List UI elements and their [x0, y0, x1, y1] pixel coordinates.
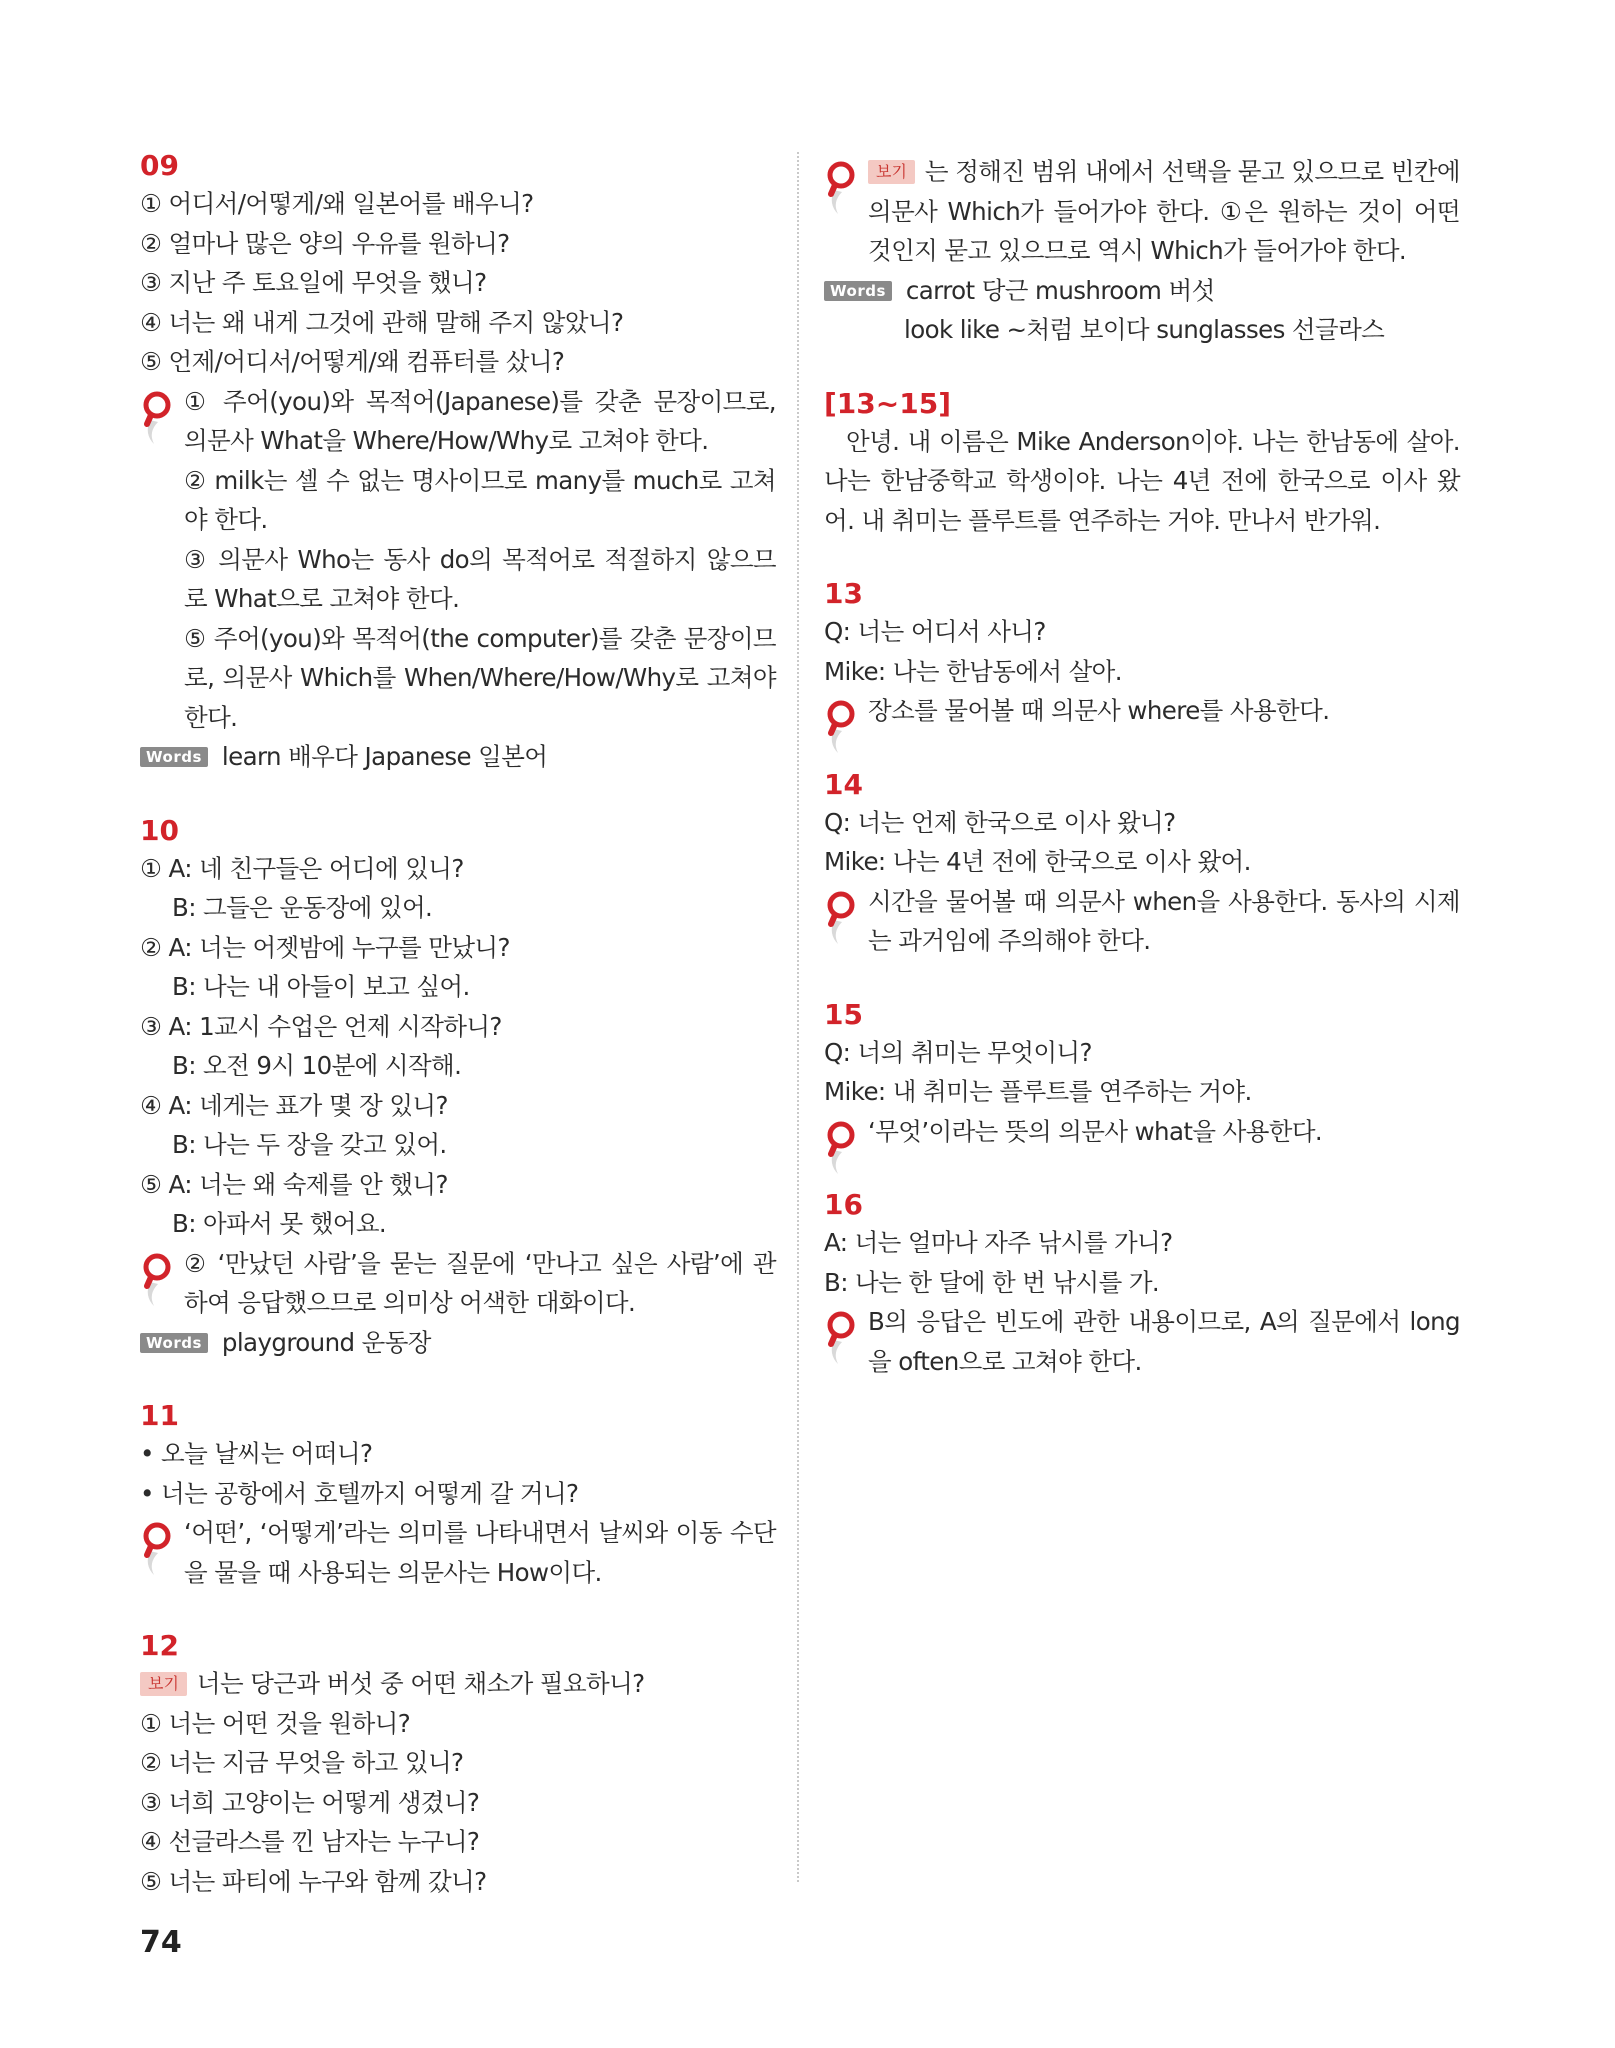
bogi-badge: 보기 [868, 160, 915, 184]
explanation-note [824, 691, 1460, 731]
answer-choice: ③ 너희 고양이는 어떻게 생겼니? [140, 1787, 480, 1817]
explanation-text: 시간을 물어볼 때 의문사 when을 사용한다. 동사의 시제는 과거임에 주의해야 한다. [868, 886, 1460, 955]
left-column [140, 148, 776, 1901]
bogi-line [140, 1664, 776, 1704]
explanation-text: 는 정해진 범위 내에서 선택을 묻고 있으므로 빈칸에 의문사 Which가 들어가야 한다. ①은 원하는 것이 어떤 것인지 묻고 있으므로 역시 Which가 들어가야 한다. [868, 157, 1460, 265]
passage-text: 안녕. 내 이름은 Mike Anderson이야. 나는 한남동에 살아. 나는 한남중학교 학생이야. 나는 4년 전에 한국으로 이사 왔어. 내 취미는 플루트를 연주하는 거야. 만나서 반가워. [824, 426, 1460, 535]
words-text: carrot 당근 mushroom 버섯 [905, 275, 1215, 305]
dialog-line: B: 오전 9시 10분에 시작해. [172, 1051, 462, 1080]
explanation-text: 장소를 물어볼 때 의문사 where를 사용한다. [868, 696, 1330, 725]
answer-choice: ③ 지난 주 토요일에 무엇을 했니? [140, 268, 487, 297]
explanation-note [140, 382, 776, 738]
dialog-line: B: 그들은 운동장에 있어. [172, 893, 433, 922]
explanation-note [140, 1513, 776, 1592]
explanation-note [824, 882, 1460, 961]
magnifier-icon [140, 1521, 174, 1577]
words-text: playground 운동장 [221, 1327, 431, 1357]
dialog-line: Mike: 나는 한남동에서 살아. [824, 656, 1122, 686]
answer-choice: ⑤ 너는 파티에 누구와 함께 갔니? [140, 1866, 487, 1896]
explanation-note [824, 152, 1460, 271]
explanation-note [140, 1244, 776, 1323]
question-number: 13 [824, 577, 863, 610]
words-tag: Words [140, 1333, 208, 1353]
dialog-line: ⑤ A: 너는 왜 숙제를 안 했니? [140, 1169, 448, 1199]
dialog-line: ④ A: 네게는 표가 몇 장 있니? [140, 1090, 448, 1120]
magnifier-icon [824, 1310, 858, 1366]
magnifier-icon [824, 1120, 858, 1176]
explanation-note [824, 1112, 1460, 1152]
explanation-text: ② ‘만났던 사람’을 묻는 질문에 ‘만나고 싶은 사람’에 관하여 응답했으므로 의미상 어색한 대화이다. [184, 1248, 776, 1317]
words-text: learn 배우다 Japanese 일본어 [221, 742, 548, 771]
answer-choice: ② 얼마나 많은 양의 우유를 원하니? [140, 228, 510, 258]
explanation-note [824, 1302, 1460, 1381]
dialog-line: B: 나는 내 아들이 보고 싶어. [172, 972, 470, 1001]
magnifier-icon [824, 699, 858, 755]
magnifier-icon [824, 160, 858, 216]
dialog-line: Q: 너는 언제 한국으로 이사 왔니? [824, 807, 1176, 837]
right-column [824, 152, 1460, 1381]
explanation-text: ⑤ 주어(you)와 목적어(the computer)를 갖춘 문장이므로, 의문사 Which를 When/Where/How/Why로 고쳐야 한다. [184, 623, 776, 732]
question-number: 14 [824, 767, 863, 801]
dialog-line: ① A: 네 친구들은 어디에 있니? [140, 853, 464, 883]
words-tag: Words [824, 281, 892, 301]
explanation-text: ① 주어(you)와 목적어(Japanese)를 갖춘 문장이므로, 의문사 What을 Where/How/Why로 고쳐야 한다. [184, 386, 776, 455]
question-number: 16 [824, 1188, 863, 1221]
passage-range: [13~15] [824, 386, 951, 420]
answer-choice: ⑤ 언제/어디서/어떻게/왜 컴퓨터를 샀니? [140, 347, 565, 376]
dialog-line: ③ A: 1교시 수업은 언제 시작하니? [140, 1011, 502, 1041]
question-number: 10 [140, 813, 179, 847]
dialog-line: Q: 너는 어디서 사니? [824, 617, 1046, 646]
question-number: 15 [824, 997, 863, 1031]
words-row [140, 737, 776, 777]
dialog-line: B: 아파서 못 했어요. [172, 1209, 387, 1238]
explanation-text: ③ 의문사 Who는 동사 do의 목적어로 적절하지 않으므로 What으로 고쳐야 한다. [184, 544, 776, 613]
answer-choice: ① 너는 어떤 것을 원하니? [140, 1708, 411, 1738]
dialog-line: ② A: 너는 어젯밤에 누구를 만났니? [140, 932, 510, 962]
answer-choice: ② 너는 지금 무엇을 하고 있니? [140, 1748, 464, 1777]
question-number: 11 [140, 1399, 179, 1432]
bogi-text: 너는 당근과 버섯 중 어떤 채소가 필요하니? [196, 1669, 645, 1698]
magnifier-icon [824, 890, 858, 946]
magnifier-icon [140, 1252, 174, 1308]
explanation-text: ‘어떤’, ‘어떻게’라는 의미를 나타내면서 날씨와 이동 수단을 물을 때 사용되는 의문사는 How이다. [184, 1518, 776, 1587]
words-row: look like ~처럼 보이다 sunglasses 선글라스 [904, 315, 1385, 344]
dialog-line: Q: 너의 취미는 무엇이니? [824, 1037, 1092, 1067]
dialog-line: Mike: 내 취미는 플루트를 연주하는 거야. [824, 1077, 1252, 1106]
dialog-line: B: 나는 두 장을 갖고 있어. [172, 1130, 447, 1159]
magnifier-icon [140, 390, 174, 446]
words-tag: Words [140, 747, 208, 767]
dialog-line: Mike: 나는 4년 전에 한국으로 이사 왔어. [824, 847, 1251, 876]
bullet-item: • 오늘 날씨는 어떠니? [140, 1439, 373, 1468]
bullet-item: • 너는 공항에서 호텔까지 어떻게 갈 거니? [140, 1478, 579, 1508]
explanation-text: B의 응답은 빈도에 관한 내용이므로, A의 질문에서 long을 often으로 고쳐야 한다. [868, 1307, 1460, 1376]
answer-choice: ④ 선글라스를 낀 남자는 누구니? [140, 1827, 480, 1856]
explanation-text: ② milk는 셀 수 없는 명사이므로 many를 much로 고쳐야 한다. [184, 465, 776, 534]
page-number: 74 [140, 1925, 182, 1960]
words-row [140, 1323, 776, 1363]
bogi-badge: 보기 [140, 1672, 187, 1696]
dialog-line: B: 나는 한 달에 한 번 낚시를 가. [824, 1267, 1160, 1297]
question-number: 09 [140, 149, 179, 182]
dialog-line: A: 너는 얼마나 자주 낚시를 가니? [824, 1228, 1173, 1257]
question-number: 12 [140, 1629, 179, 1662]
words-row [824, 271, 1460, 311]
answer-choice: ① 어디서/어떻게/왜 일본어를 배우니? [140, 189, 534, 218]
explanation-text: ‘무엇’이라는 뜻의 의문사 what을 사용한다. [868, 1116, 1323, 1146]
column-divider [797, 152, 799, 1882]
answer-choice: ④ 너는 왜 내게 그것에 관해 말해 주지 않았니? [140, 307, 624, 337]
